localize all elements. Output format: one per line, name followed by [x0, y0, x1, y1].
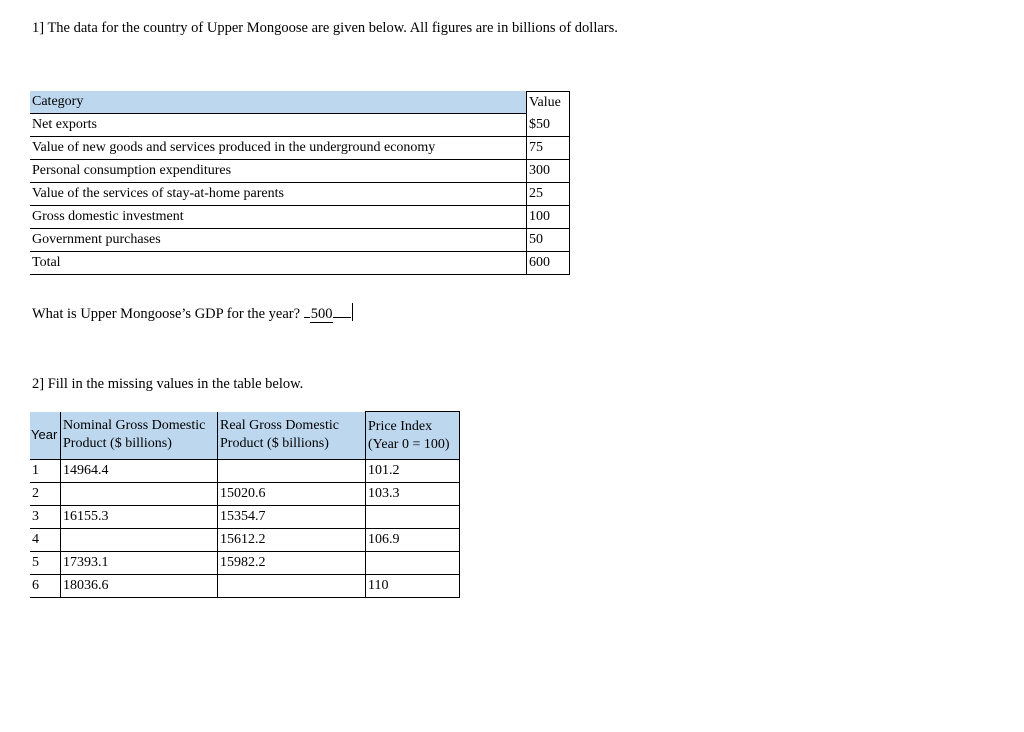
value-cell[interactable] — [526, 252, 570, 274]
value-text: 50 — [529, 232, 543, 247]
value-text: $50 — [529, 117, 550, 132]
real-gdp-header — [218, 412, 366, 460]
table-row — [30, 114, 570, 137]
price-header-line2: (Year 0 = 100) — [368, 436, 450, 452]
price-index-table — [30, 411, 460, 598]
real-header-line2: Product ($ billions) — [220, 436, 329, 452]
value-text: 100 — [529, 209, 550, 224]
price-index-cell[interactable]: 106.9 — [366, 529, 460, 552]
year-cell: 1 — [30, 460, 61, 483]
answer-blank — [333, 305, 351, 318]
value-header: Value — [529, 95, 561, 110]
gdp-prompt: What is Upper Mongoose’s GDP for the year? — [32, 306, 301, 322]
year-cell: 4 — [30, 529, 61, 552]
price-index-cell[interactable]: 103.3 — [366, 483, 460, 506]
answer-blank — [304, 305, 310, 318]
category-cell: Value of new goods and services produced in the underground economy — [32, 140, 436, 155]
category-cell: Total — [32, 255, 61, 270]
table-row — [30, 460, 460, 483]
table-header-row — [30, 412, 460, 460]
category-cell: Personal consumption expenditures — [32, 163, 232, 178]
real-gdp-cell[interactable] — [218, 575, 366, 598]
year-cell: 2 — [30, 483, 61, 506]
real-gdp-cell[interactable]: 15020.6 — [218, 483, 366, 506]
category-cell: Net exports — [32, 117, 97, 132]
nominal-gdp-cell[interactable] — [61, 529, 218, 552]
gdp-question — [32, 303, 353, 323]
question-1-text: 1] The data for the country of Upper Mongoose are given below. All figures are in billions of dollars. — [32, 20, 618, 36]
value-text: 75 — [529, 140, 543, 155]
table-row — [30, 229, 570, 252]
table-row — [30, 183, 570, 206]
real-header-line1: Real Gross Domestic — [220, 418, 339, 434]
value-cell[interactable] — [526, 229, 570, 251]
gdp-answer[interactable]: 500 — [310, 306, 333, 322]
value-text: 300 — [529, 163, 550, 178]
nominal-gdp-cell[interactable] — [61, 483, 218, 506]
table-header-row — [30, 91, 570, 114]
year-cell: 6 — [30, 575, 61, 598]
question-2-text: 2] Fill in the missing values in the table below. — [32, 376, 304, 392]
table-row — [30, 506, 460, 529]
table-row — [30, 483, 460, 506]
table-row — [30, 137, 570, 160]
value-header-cell — [526, 91, 570, 114]
value-text: 600 — [529, 255, 550, 270]
value-cell[interactable] — [526, 137, 570, 159]
value-cell[interactable] — [526, 160, 570, 182]
category-cell: Gross domestic investment — [32, 209, 184, 224]
header-background — [30, 91, 567, 113]
table-row — [30, 206, 570, 229]
table-row — [30, 575, 460, 598]
nominal-gdp-cell[interactable]: 14964.4 — [61, 460, 218, 483]
price-index-cell[interactable]: 110 — [366, 575, 460, 598]
nominal-gdp-cell[interactable]: 17393.1 — [61, 552, 218, 575]
table-row — [30, 160, 570, 183]
category-header: Category — [32, 94, 84, 109]
price-index-cell[interactable] — [366, 552, 460, 575]
real-gdp-cell[interactable]: 15612.2 — [218, 529, 366, 552]
category-cell: Government purchases — [32, 232, 161, 247]
nominal-gdp-header — [61, 412, 218, 460]
text-cursor — [352, 303, 353, 321]
year-header: Year — [30, 412, 61, 460]
nominal-header-line2: Product ($ billions) — [63, 436, 172, 452]
price-index-cell[interactable]: 101.2 — [366, 460, 460, 483]
nominal-gdp-cell[interactable]: 16155.3 — [61, 506, 218, 529]
value-cell[interactable] — [526, 183, 570, 205]
year-cell: 5 — [30, 552, 61, 575]
real-gdp-cell[interactable]: 15982.2 — [218, 552, 366, 575]
category-cell: Value of the services of stay-at-home parents — [32, 186, 284, 201]
table-row — [30, 529, 460, 552]
table-row — [30, 552, 460, 575]
real-gdp-cell[interactable]: 15354.7 — [218, 506, 366, 529]
price-header-line1: Price Index — [368, 418, 433, 434]
value-cell[interactable] — [526, 114, 570, 136]
value-text: 25 — [529, 186, 543, 201]
real-gdp-cell[interactable] — [218, 460, 366, 483]
value-cell[interactable] — [526, 206, 570, 228]
nominal-gdp-cell[interactable]: 18036.6 — [61, 575, 218, 598]
year-cell: 3 — [30, 506, 61, 529]
table-row-total — [30, 252, 570, 275]
price-index-header — [366, 412, 460, 460]
price-index-cell[interactable] — [366, 506, 460, 529]
gdp-data-table — [30, 91, 570, 275]
nominal-header-line1: Nominal Gross Domestic — [63, 418, 206, 434]
